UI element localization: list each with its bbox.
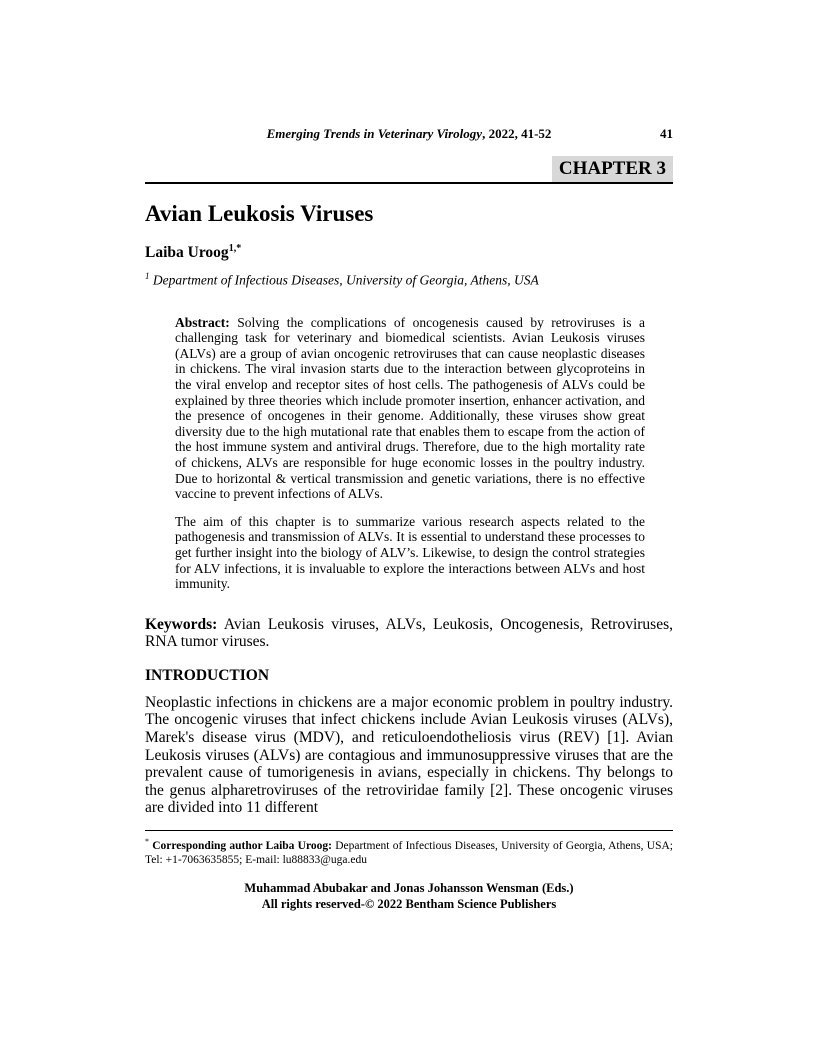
abstract-text-1: Solving the complications of oncogenesis caused by retroviruses is a challenging task for veterinary and biomedical scientists. Avian Leukosis viruses (ALVs) are a group of avian oncogenic retroviruses that can cause neoplastic diseases in chickens. The viral invasion starts due to the interaction between glycoproteins in the viral envelop and receptor sites of host cells. The pathogenesis of ALVs could be explained by three theories which include promoter insertion, enhancer activation, and the presence of oncogenes in their genome. Additionally, these viruses show great diversity due to the high mutational rate that enables them to escape from the action of the host immune system and antiviral drugs. Therefore, due to the high mortality rate of chickens, ALVs are responsible for huge economic losses in the poultry industry. Due to horizontal & vertical transmission and genetic variations, there is no effective vaccine to prevent infections of ALVs. (175, 314, 645, 502)
book-title: Emerging Trends in Veterinary Virology (266, 126, 483, 141)
author-line (145, 240, 673, 262)
affiliation-marker: 1 (145, 271, 150, 282)
footnote-marker: * (145, 836, 149, 846)
abstract-paragraph-2: The aim of this chapter is to summarize various research aspects related to the pathogenesis and transmission of ALVs. It is essential to understand these processes to get further insight into the biology of ALV’s. Likewise, to design the control strategies for ALV infections, it is invaluable to explore the interactions between ALVs and host immunity. (175, 513, 645, 592)
keywords-label: Keywords: (145, 615, 218, 633)
running-head-text (267, 126, 552, 141)
keywords-line (145, 616, 673, 651)
abstract-label: Abstract: (175, 314, 230, 330)
article-title: Avian Leukosis Viruses (145, 201, 374, 226)
footnote-bold-label: Corresponding author Laiba Uroog: (149, 839, 332, 852)
affiliation-line (145, 268, 673, 289)
abstract-paragraph-1 (175, 315, 645, 502)
introduction-paragraph: Neoplastic infections in chickens are a major economic problem in poultry industry. The oncogenic viruses that infect chickens include Avian Leukosis viruses (ALVs), Marek's disease virus (MDV), and reticuloendotheliosis virus (REV) [1]. Avian Leukosis viruses (ALVs) are contagious and immunosuppressive viruses that are the prevalent cause of tumorigenesis in avians, especially in chickens. Thy belongs to the genus alpharetroviruses of the retroviridae family [2]. These oncogenic viruses are divided into 11 different (145, 693, 673, 817)
footnote-text: Department of Infectious Diseases, University of Georgia, Athens, USA; Tel: +1-7063635855; E-mail: lu88833@uga.edu (145, 839, 673, 866)
corresponding-author-footnote (145, 830, 673, 867)
editors-line: Muhammad Abubakar and Jonas Johansson Wensman (Eds.) (244, 880, 574, 895)
page-number: 41 (660, 126, 673, 141)
affiliation-text: Department of Infectious Diseases, University of Georgia, Athens, USA (149, 272, 539, 288)
introduction-heading: INTRODUCTION (145, 666, 270, 684)
book-title-suffix: , 2022, 41-52 (482, 126, 552, 141)
keywords-text: Avian Leukosis viruses, ALVs, Leukosis, Oncogenesis, Retroviruses, RNA tumor viruses. (145, 615, 673, 651)
publisher-credit (145, 880, 673, 912)
author-superscript: 1,* (228, 243, 242, 254)
author-name: Laiba Uroog (145, 244, 229, 262)
rights-line: All rights reserved-© 2022 Bentham Science Publishers (261, 896, 557, 911)
running-head (145, 126, 673, 142)
chapter-label: CHAPTER 3 (552, 156, 673, 182)
abstract-block (175, 315, 645, 592)
chapter-banner-row (145, 156, 673, 184)
